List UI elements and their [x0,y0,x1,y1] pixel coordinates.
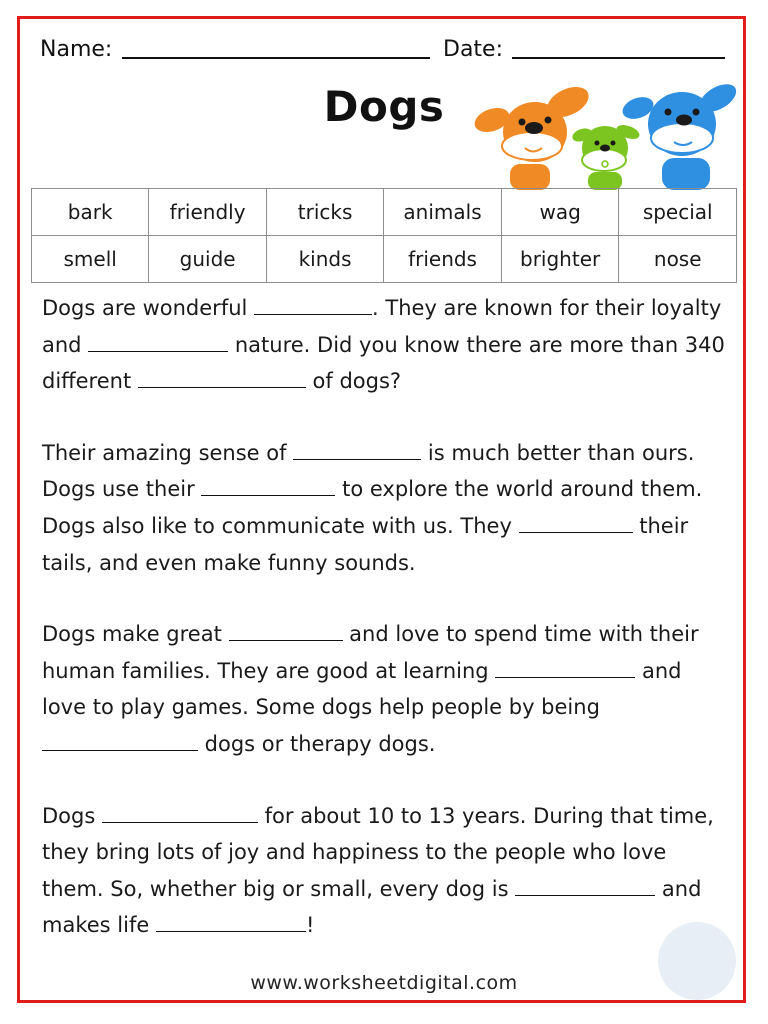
answer-blank[interactable] [519,514,633,533]
word-bank-cell: wag [501,189,619,236]
paragraph-text: and love to play games. Some dogs help people by being [42,658,682,720]
paragraph-text: their tails, and even make funny sounds. [42,513,689,575]
word-bank-cell: bark [32,189,149,236]
footer-url: www.worksheetdigital.com [250,972,518,994]
paragraph-4 [42,798,732,944]
paragraph-text: nature. Did you know there are more than 340 different [42,332,725,394]
green-dog-icon [571,122,642,190]
answer-blank[interactable] [42,732,198,751]
paragraph-text: ! [305,913,315,938]
answer-blank[interactable] [138,369,306,388]
dogs-illustration [470,80,740,192]
word-bank-cell: guide [149,236,267,283]
answer-blank[interactable] [293,441,421,460]
paragraph-1 [42,290,732,400]
answer-blank[interactable] [88,333,228,352]
paragraph-text: of dogs? [305,369,402,394]
paragraph-2 [42,435,732,581]
answer-blank[interactable] [201,477,335,496]
paragraph-text: Dogs make great [42,622,229,647]
answer-blank[interactable] [102,804,258,823]
paragraph-text: to explore the world around them. Dogs also like to communicate with us. They [42,477,703,538]
word-bank-cell: kinds [266,236,383,283]
paragraph-text: for about 10 to 13 years. During that time, they bring lots of joy and happiness to the people who love them. So, whether big or small, every dog is [42,803,714,901]
paragraph-text: dogs or therapy dogs. [198,731,436,756]
word-bank-cell: special [619,189,737,236]
paragraph-text: Dogs [42,803,102,828]
date-label: Date: [443,37,503,62]
word-bank-cell: smell [32,236,149,283]
name-date-header [40,33,730,67]
answer-blank[interactable] [254,296,372,315]
word-bank-cell: tricks [266,189,383,236]
date-blank[interactable] [512,57,725,59]
paragraph-3 [42,616,732,762]
word-bank-cell: friendly [149,189,267,236]
answer-blank[interactable] [229,622,343,641]
paragraph-text: Their amazing sense of [42,440,294,465]
worksheet-logo-icon [658,922,736,1000]
word-bank-cell: animals [384,189,502,236]
word-bank-row [32,189,737,236]
story-text [42,290,732,979]
page-title: Dogs [323,82,445,131]
paragraph-text: . They are known for their loyalty and [42,296,722,357]
word-bank-cell: nose [619,236,737,283]
answer-blank[interactable] [515,877,655,896]
paragraph-text: Dogs are wonderful [42,296,255,320]
answer-blank[interactable] [156,913,306,932]
word-bank-cell: friends [384,236,502,283]
name-blank[interactable] [122,57,430,59]
word-bank-cell: brighter [501,236,619,283]
answer-blank[interactable] [495,659,635,678]
name-label: Name: [40,37,113,62]
paragraph-text: and love to spend time with their human families. They are good at learning [42,622,699,683]
paragraph-text: is much better than ours. Dogs use their [42,440,695,502]
word-bank-table [31,188,737,283]
paragraph-text: and makes life [42,876,702,938]
word-bank-row [32,236,737,283]
